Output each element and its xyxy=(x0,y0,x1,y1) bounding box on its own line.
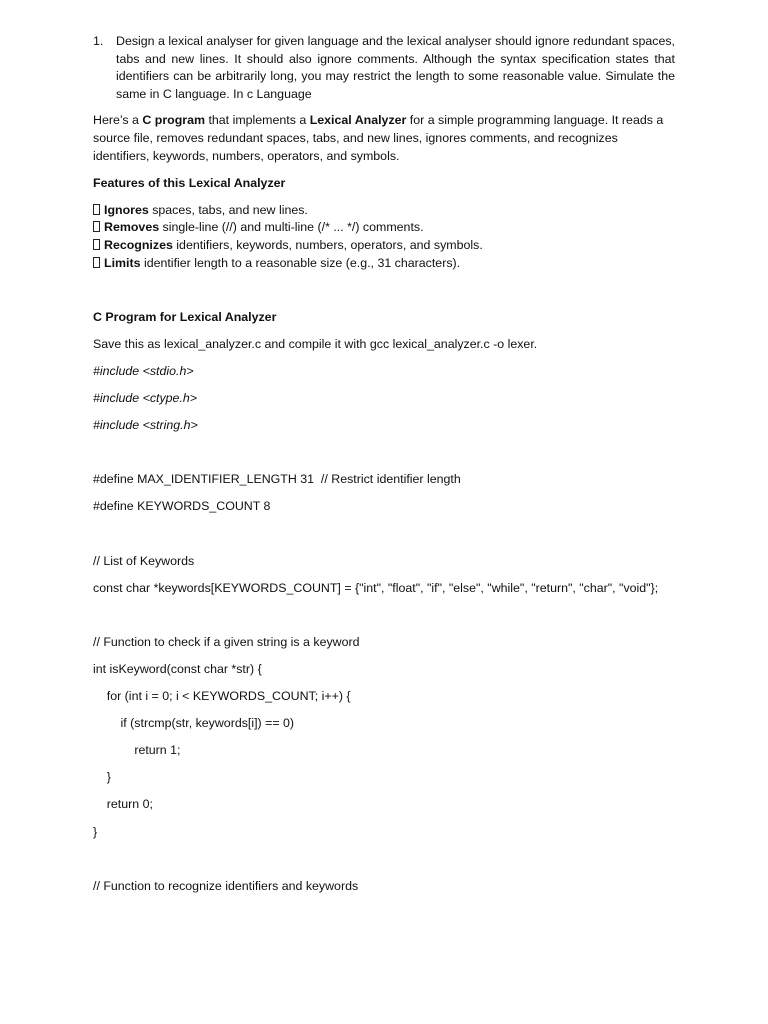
feature-item: Limits identifier length to a reasonable size (e.g., 31 characters). xyxy=(93,255,675,273)
document-page xyxy=(93,33,675,905)
code-comment: // Function to recognize identifiers and keywords xyxy=(93,878,359,893)
code-line: } xyxy=(93,824,98,839)
blank-line xyxy=(93,444,675,462)
feature-item: Removes single-line (//) and multi-line (/* ... */) comments. xyxy=(93,219,675,237)
program-heading: C Program for Lexical Analyzer xyxy=(93,309,277,324)
numbered-item-1 xyxy=(93,33,675,103)
blank-line xyxy=(93,607,675,625)
code-line: return 1; xyxy=(93,743,181,758)
code-line: return 0; xyxy=(93,797,153,812)
intro-paragraph: Here’s a C program that implements a Lexical Analyzer for a simple programming language. It reads a source file, removes redundant spaces, tabs, and new lines, ignores comments, and recognizes identifiers, keywords, numbers, operators, and symbols. xyxy=(93,113,664,163)
code-line: for (int i = 0; i < KEYWORDS_COUNT; i++) { xyxy=(93,689,351,704)
intro-bold-c-program: C program xyxy=(142,113,206,128)
feature-item: Recognizes identifiers, keywords, numbers, operators, and symbols. xyxy=(93,237,675,255)
define-line: #define KEYWORDS_COUNT 8 xyxy=(93,499,271,514)
code-line: } xyxy=(93,770,111,785)
blank-line xyxy=(93,851,675,869)
features-heading: Features of this Lexical Analyzer xyxy=(93,175,286,190)
blank-line xyxy=(93,282,675,300)
code-comment: // Function to check if a given string is a keyword xyxy=(93,634,360,649)
include-line: #include <stdio.h> xyxy=(93,363,194,378)
checkbox-glyph-icon xyxy=(93,204,100,215)
checkbox-glyph-icon xyxy=(93,257,100,268)
feature-item: Ignores spaces, tabs, and new lines. xyxy=(93,202,675,220)
keywords-declaration: const char *keywords[KEYWORDS_COUNT] = {"int", "float", "if", "else", "while", "return", "char", "void"}; xyxy=(93,580,659,595)
features-list xyxy=(93,202,675,272)
include-line: #include <ctype.h> xyxy=(93,391,198,405)
code-line: int isKeyword(const char *str) { xyxy=(93,661,262,676)
checkbox-glyph-icon xyxy=(93,221,100,232)
include-line: #include <string.h> xyxy=(93,418,198,433)
checkbox-glyph-icon xyxy=(93,239,100,250)
intro-bold-lexical-analyzer: Lexical Analyzer xyxy=(309,113,407,128)
define-line: #define MAX_IDENTIFIER_LENGTH 31 // Restrict identifier length xyxy=(93,472,461,487)
list-number: 1. xyxy=(93,34,104,48)
blank-line xyxy=(93,525,675,543)
item-text: Design a lexical analyser for given language and the lexical analyser should ignore redundant spaces, tabs and new lines. It should also ignore comments. Although the syntax specification states that identifiers can be arbitrarily long, you may restrict the length to some reasonable value. Simulate the same in C language. In c Language xyxy=(116,34,675,101)
code-comment: // List of Keywords xyxy=(93,553,195,568)
code-line: if (strcmp(str, keywords[i]) == 0) xyxy=(93,716,295,731)
save-note: Save this as lexical_analyzer.c and compile it with gcc lexical_analyzer.c -o lexer. xyxy=(93,336,538,351)
